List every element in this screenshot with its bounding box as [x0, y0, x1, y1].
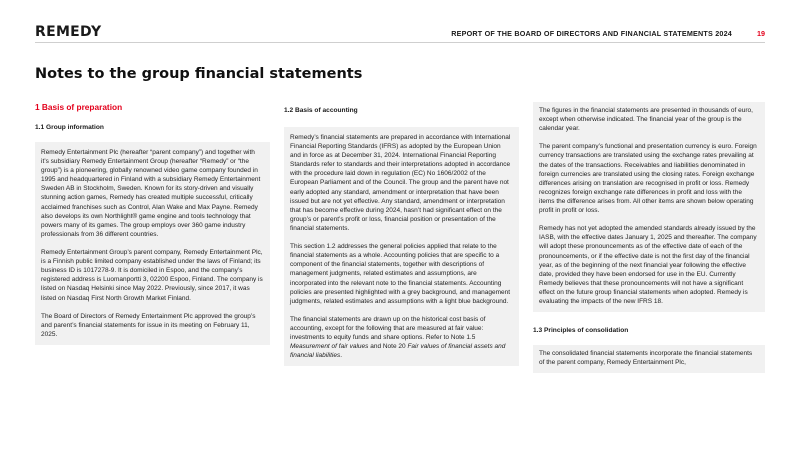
section-heading: 1 Basis of preparation: [35, 102, 123, 112]
policy-box: [284, 127, 519, 366]
policy-box: [533, 102, 765, 312]
paragraph: [290, 315, 513, 360]
paragraph: This section 1.2 addresses the general policies applied that relate to the financial statements as a whole. Accounting policies that are specific to a component of the financial statements, together with descriptions of management judgments, related estimates and assumptions, are incorporated into the relevant note to the financial statements. Accounting policies are presented highlighted with a grey background, and management judgments, related estimates and assumptions with a light blue background.: [290, 243, 511, 305]
note-reference: Fair values of financial assets and financial liabilities: [290, 343, 506, 360]
company-logo: REMEDY: [35, 24, 102, 40]
paragraph: The parent company’s functional and presentation currency is euro. Foreign currency transactions are translated using the exchange rates prevailing at the dates of the transactions. Receivables and liabilities denominated in foreign currencies are translated using the closing rates. Foreign exchange differences arising on translation are recognised in profit or loss. Remedy recognizes foreign exchange rate differences in profit and loss with the items the difference arises from. All other items are shown below operating profit in profit or loss.: [539, 143, 757, 215]
paragraph: The consolidated financial statements incorporate the financial statements of the parent company, Remedy Entertainment Plc,: [539, 350, 753, 367]
column-3: [533, 102, 765, 373]
subsection-heading-1-1: 1.1 Group information: [35, 124, 104, 131]
paragraph-text: The financial statements are drawn up on the historical cost basis of accounting, except for the following that are measured at fair value: investments to equity funds and share options. Refer to Note 1.5: [290, 315, 486, 342]
paragraph: Remedy’s financial statements are prepared in accordance with International Financial Reporting Standards (IFRS) as adopted by the European Union and in force as at December 31, 2024. International Financial Reporting Standards refer to standards and their interpretations adopted in accordance with the procedure laid down in regulation (EC) No 1606/2002 of the European Parliament and of the Council. The group and the parent have not early adopted any standard, amendment or interpretation that have been issued but are not yet effective. Any standard, amendment or interpretation that has become effective during 2024, hasn’t had significant effect on the group’s or parent’s profit or loss, financial position or presentation of the financial statements.: [290, 134, 511, 232]
page-number: 19: [757, 29, 765, 38]
paragraph-text: and Note 20: [368, 343, 408, 351]
note-reference: Measurement of fair values: [290, 343, 369, 351]
paragraph: The figures in the financial statements are presented in thousands of euro, except when otherwise indicated. The financial year of the group is the calendar year.: [539, 107, 753, 133]
column-2: [284, 102, 519, 366]
report-title: REPORT OF THE BOARD OF DIRECTORS AND FINANCIAL STATEMENTS 2024: [451, 29, 732, 38]
subsection-heading-1-3: 1.3 Principles of consolidation: [533, 327, 629, 335]
policy-box: [533, 345, 765, 373]
paragraph-text: .: [340, 352, 343, 360]
paragraph: Remedy Entertainment Plc (hereafter “parent company”) and together with it’s subsidiary Remedy Entertainment Group (hereafter “Remedy” or “the group”) is a pioneering, globally renowned video game company founded in 1995 and headquartered in Finland with a subsidiary Remedy Entertainment Sweden AB in Stockholm, Sweden. Known for its story-driven and visually stunning action games, Remedy has created multiple successful, critically acclaimed franchises such as Control, Alan Wake and Max Payne. Remedy also develops its own Northlight® game engine and tools technology that powers many of its games. The group employs over 360 game industry professionals from 36 different countries.: [41, 149, 261, 238]
header-divider: [35, 42, 765, 43]
paragraph: Remedy Entertainment Group’s parent company, Remedy Entertainment Plc, is a Finnish public limited company established under the laws of Finland; its business ID is 1017278-9. It is domiciled in Espoo, and the company’s registered address is Luomanportti 3, 02200 Espoo, Finland. The company is listed on Nasdaq Helsinki since May 2022. Previously, since 2017, it was listed on Nasdaq First North Growth Market Finland.: [41, 249, 263, 302]
page-title: Notes to the group financial statements: [35, 66, 363, 82]
subsection-heading-1-2: 1.2 Basis of accounting: [284, 107, 358, 114]
policy-box: [35, 142, 270, 345]
column-1: [35, 102, 270, 345]
paragraph: The Board of Directors of Remedy Entertainment Plc approved the group’s and parent’s financial statements for issue in its meeting on February 11, 2025.: [41, 312, 256, 338]
paragraph: Remedy has not yet adopted the amended standards already issued by the IASB, with the effective dates January 1, 2025 and thereafter. The company will adopt these pronouncements as of the effective date of each of the pronouncements, or if the effective date is not the first day of the financial year, as of the beginning of the next financial year following the effective date, provided they have been endorsed for use in the EU. Currently Remedy believes that these pronouncements will not have a significant effect on the future group financial statements when adopted. Remedy is evaluating the impacts of the new IFRS 18.: [539, 225, 757, 305]
